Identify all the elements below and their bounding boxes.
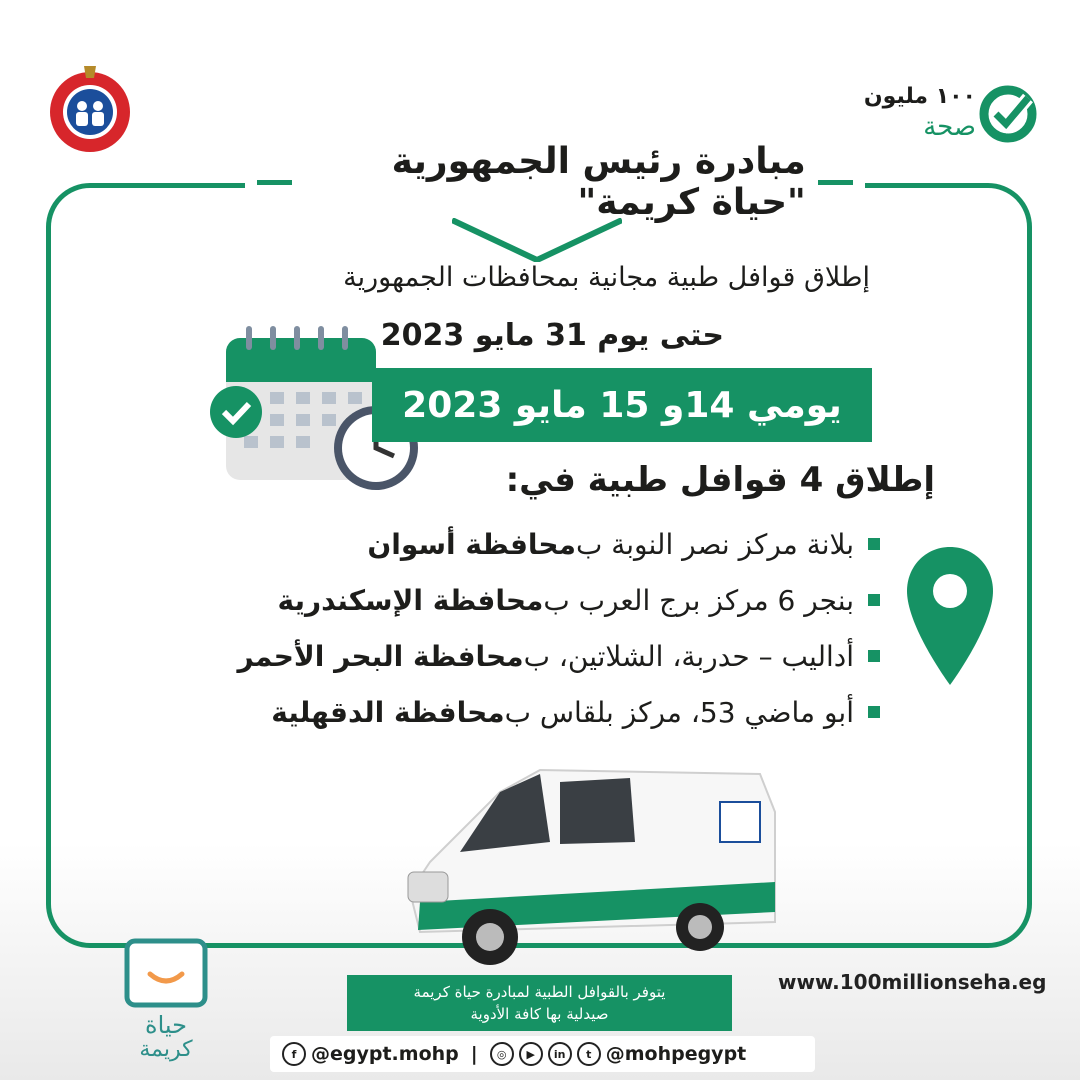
list-item: بلانة مركز نصر النوبة ب محافظة أسوان bbox=[238, 516, 881, 572]
date-banner bbox=[372, 368, 872, 442]
bullet-square-icon bbox=[868, 594, 880, 606]
twitter-icon[interactable]: t bbox=[577, 1042, 601, 1066]
website-link[interactable]: www.100millionseha.eg bbox=[778, 970, 1047, 994]
facebook-handle[interactable]: @egypt.mohp bbox=[311, 1043, 459, 1065]
list-item: أبو ماضي 53، مركز بلقاس ب محافظة الدقهلية bbox=[238, 684, 881, 740]
brand-bottom-text: صحة bbox=[923, 112, 976, 142]
facebook-icon[interactable]: f bbox=[282, 1042, 306, 1066]
instagram-icon[interactable]: ◎ bbox=[490, 1042, 514, 1066]
hayat-karima-logo bbox=[124, 938, 208, 1062]
chevron-down-icon bbox=[452, 218, 622, 262]
intro-line: إطلاق قوافل طبية مجانية بمحافظات الجمهورية bbox=[343, 262, 870, 293]
date-banner-text: يومي 14و 15 مايو 2023 bbox=[402, 384, 842, 426]
location-pin-icon bbox=[905, 545, 995, 690]
hayat-logo-text-bottom: كريمة bbox=[139, 1037, 193, 1062]
bullet-square-icon bbox=[868, 538, 880, 550]
youtube-icon[interactable]: ▶ bbox=[519, 1042, 543, 1066]
list-item: أداليب – حدربة، الشلاتين، ب محافظة البحر الأحمر bbox=[238, 628, 881, 684]
until-date: حتى يوم 31 مايو 2023 bbox=[380, 318, 724, 353]
convoys-heading: إطلاق 4 قوافل طبية في: bbox=[505, 460, 935, 500]
100-million-seha-logo bbox=[858, 84, 1038, 146]
medical-van-image bbox=[400, 752, 780, 972]
separator: | bbox=[470, 1043, 478, 1065]
pharmacy-note: يتوفر بالقوافل الطبية لمبادرة حياة كريمة صيدلية بها كافة الأدوية bbox=[347, 975, 732, 1031]
brand-top-text: ١٠٠ مليون bbox=[863, 84, 976, 109]
social-bar bbox=[270, 1036, 815, 1072]
title-dash-right bbox=[818, 180, 853, 185]
convoy-list bbox=[238, 516, 881, 740]
title-bar bbox=[245, 141, 865, 223]
other-social-handle[interactable]: @mohpegypt bbox=[605, 1043, 747, 1065]
bullet-square-icon bbox=[868, 650, 880, 662]
list-item: بنجر 6 مركز برج العرب ب محافظة الإسكندرية bbox=[238, 572, 881, 628]
ministry-of-health-logo bbox=[42, 60, 138, 156]
page-title: مبادرة رئيس الجمهورية "حياة كريمة" bbox=[391, 141, 806, 223]
bullet-square-icon bbox=[868, 706, 880, 718]
title-dash-left bbox=[257, 180, 292, 185]
hayat-logo-text-top: حياة bbox=[145, 1011, 187, 1039]
linkedin-icon[interactable]: in bbox=[548, 1042, 572, 1066]
